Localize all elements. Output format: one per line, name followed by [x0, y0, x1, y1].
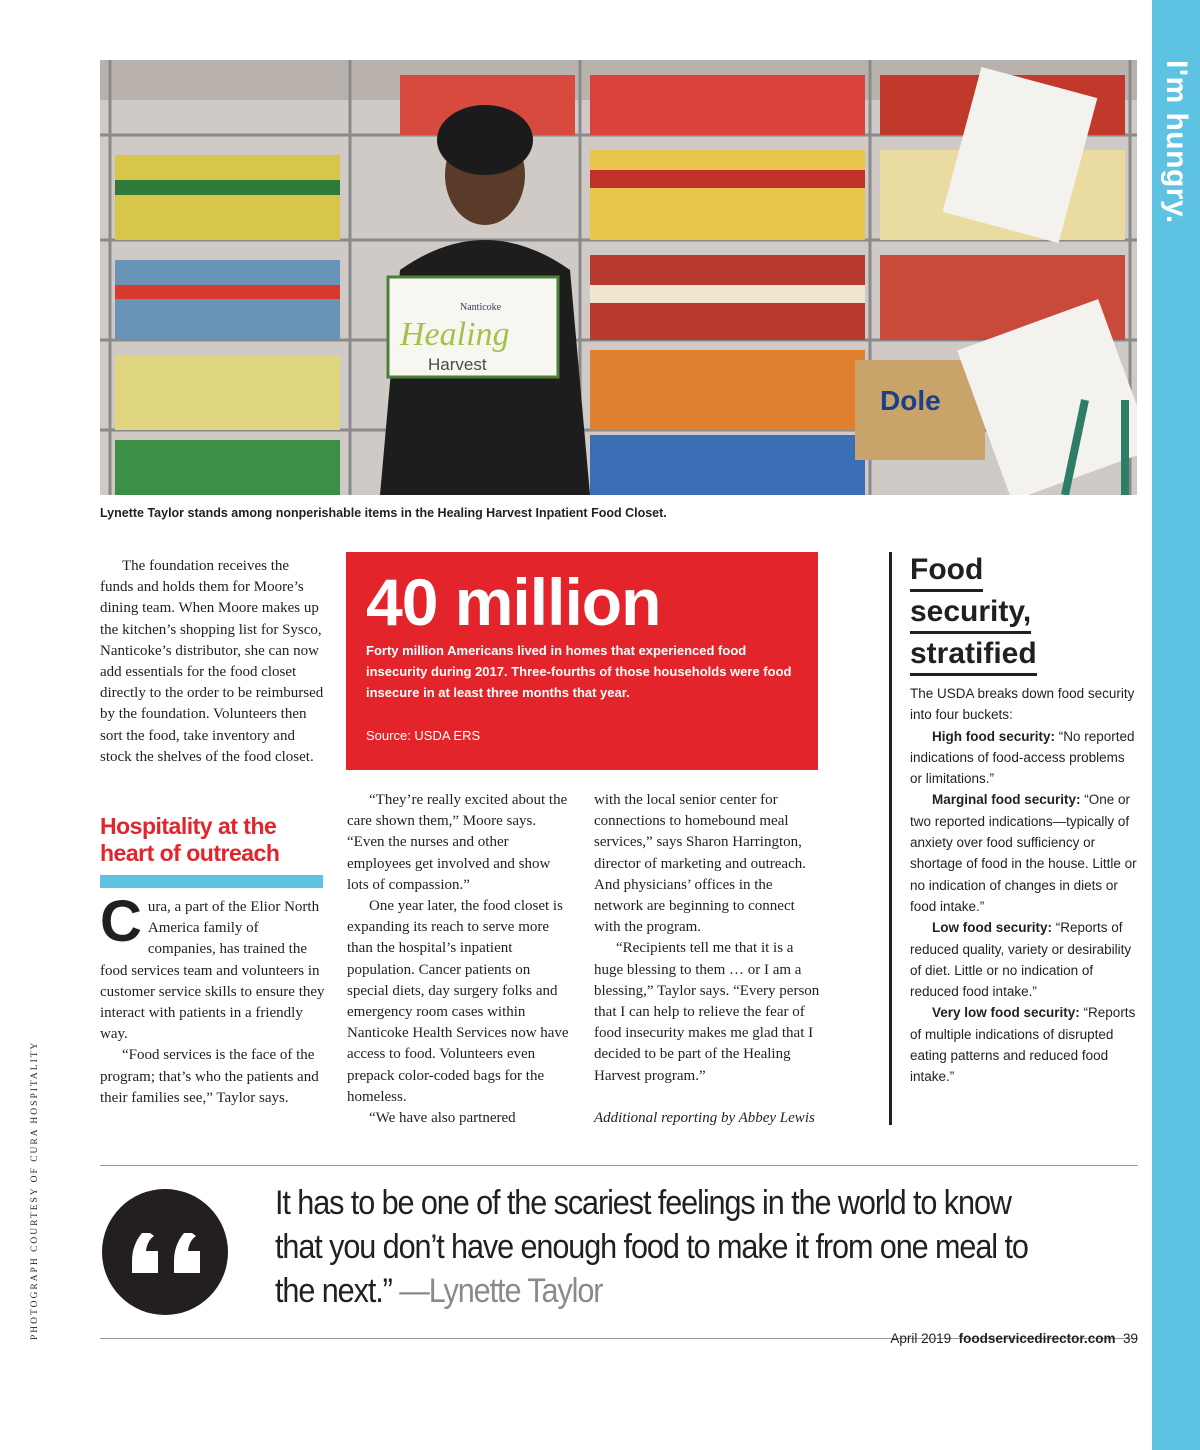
photo-illustration	[100, 60, 1137, 495]
sign-line2: Harvest	[428, 355, 487, 374]
reporting-credit: Additional reporting by Abbey Lewis	[594, 1109, 815, 1126]
paragraph: “Food services is the face of the program; that’s who the patients and their families see,” Taylor says.	[100, 1047, 319, 1106]
footer-date: April 2019	[890, 1331, 952, 1346]
sidebar-item-term: Marginal food security:	[932, 792, 1081, 808]
sidebar-title-line: stratified	[910, 634, 1037, 676]
paragraph: “Recipients tell me that it is a huge blessing to them … or I am a blessing,” Taylor says. “Every person that I can help to relieve the fear of food insecurity makes me glad that I decided to be part of the Healing Harvest program.”	[594, 940, 820, 1084]
sidebar-item-text: “Reports of multiple indications of disrupted eating patterns and reduced food intake.”	[910, 1005, 1136, 1085]
photo-credit: PHOTOGRAPH COURTESY OF CURA HOSPITALITY	[30, 1040, 40, 1340]
paragraph: “They’re really excited about the care shown them,” Moore says. “Even the nurses and other employees get involved and show lots of compassion.”	[347, 792, 568, 893]
paragraph-text: ura, a part of the Elior North America family of companies, has trained the food services team and volunteers in customer service skills to ensure they interact with patients in a friendly way.	[100, 899, 325, 1043]
sidebar-item-term: High food security:	[932, 728, 1056, 744]
stat-callout	[346, 552, 818, 770]
stat-description: Forty million Americans lived in homes that experienced food insecurity during 2017. Three-fourths of those households were food insecure in at least three months that year.	[366, 643, 792, 700]
dole-box-label: Dole	[880, 385, 941, 416]
photo-caption: Lynette Taylor stands among nonperishable items in the Healing Harvest Inpatient Food Closet.	[100, 506, 667, 520]
pullquote-text	[275, 1181, 1058, 1313]
sidebar-item	[910, 726, 1138, 790]
body-column-1-top	[100, 556, 325, 768]
sidebar-item	[910, 1002, 1138, 1087]
sidebar-item-term: Low food security:	[932, 920, 1053, 936]
body-column-1-bottom	[100, 889, 326, 1109]
sidebar-item	[910, 917, 1138, 1002]
sidebar-title-line: Food	[910, 550, 983, 592]
sign-brand: Nanticoke	[460, 302, 502, 313]
page-footer-line	[760, 1331, 1138, 1346]
footer-site: foodservicedirector.com	[958, 1331, 1116, 1346]
quote-mark-glyph	[102, 1189, 228, 1315]
section-tab-label: I'm hungry.	[1160, 60, 1193, 224]
sign-line1: Healing	[400, 316, 510, 353]
pullquote-top-rule	[100, 1165, 1138, 1166]
sidebar-title	[910, 550, 1037, 676]
sidebar-item-text: “No reported indications of food-access problems or limitations.”	[910, 728, 1135, 787]
subhead-rule	[100, 875, 323, 888]
sidebar-body	[910, 683, 1138, 1088]
sidebar-item-text: “Reports of reduced quality, variety or desirability of diet. Little or no indication of reduced food intake.”	[910, 920, 1132, 1000]
sidebar-intro: The USDA breaks down food security into four buckets:	[910, 686, 1135, 723]
stat-number: 40 million	[366, 565, 661, 639]
body-column-3	[594, 790, 820, 1129]
section-subhead: Hospitality at the heart of outreach	[100, 813, 280, 866]
stat-source: Source: USDA ERS	[366, 728, 481, 743]
paragraph: “We have also partnered	[369, 1110, 516, 1127]
paragraph-with-dropcap	[100, 889, 326, 1045]
paragraph: One year later, the food closet is expanding its reach to serve more than the hospital’s inpatient population. Cancer patients on special diets, day surgery folks and emergency room cases within Nanticoke Health Services now have access to food. Volunteers even prepack color-coded bags for the homeless.	[347, 898, 569, 1105]
paragraph: with the local senior center for connections to homebound meal services,” says Sharon Harrington, director of marketing and outreach. And physicians’ offices in the network are beginning to connect with the program.	[594, 792, 806, 936]
body-column-2	[347, 790, 572, 1129]
sidebar-title-line: security,	[910, 592, 1031, 634]
footer-page-number: 39	[1122, 1331, 1138, 1346]
drop-cap: C	[100, 889, 142, 954]
food-closet-photo	[100, 60, 1137, 495]
pullquote-attribution: —Lynette Taylor	[391, 1272, 603, 1310]
paragraph: The foundation receives the funds and holds them for Moore’s dining team. When Moore makes up the kitchen’s shopping list for Sysco, Nanticoke’s distributor, she can now add essentials for the food closet directly to the order to be reimbursed by the foundation. Volunteers then sort the food, take inventory and stock the shelves of the food closet.	[100, 558, 324, 765]
quote-mark-icon	[102, 1189, 228, 1315]
pullquote-body: It has to be one of the scariest feelings in the world to know that you don’t have enough food to make it from one meal to the next.”	[275, 1184, 1028, 1310]
sidebar-item	[910, 789, 1138, 917]
sidebar-rule	[889, 552, 892, 1125]
sidebar-item-term: Very low food security:	[932, 1005, 1080, 1021]
sidebar-item-text: “One or two reported indications—typically of anxiety over food sufficiency or shortage of food in the house. Little or no indication of changes in diets or food intake.”	[910, 792, 1137, 914]
